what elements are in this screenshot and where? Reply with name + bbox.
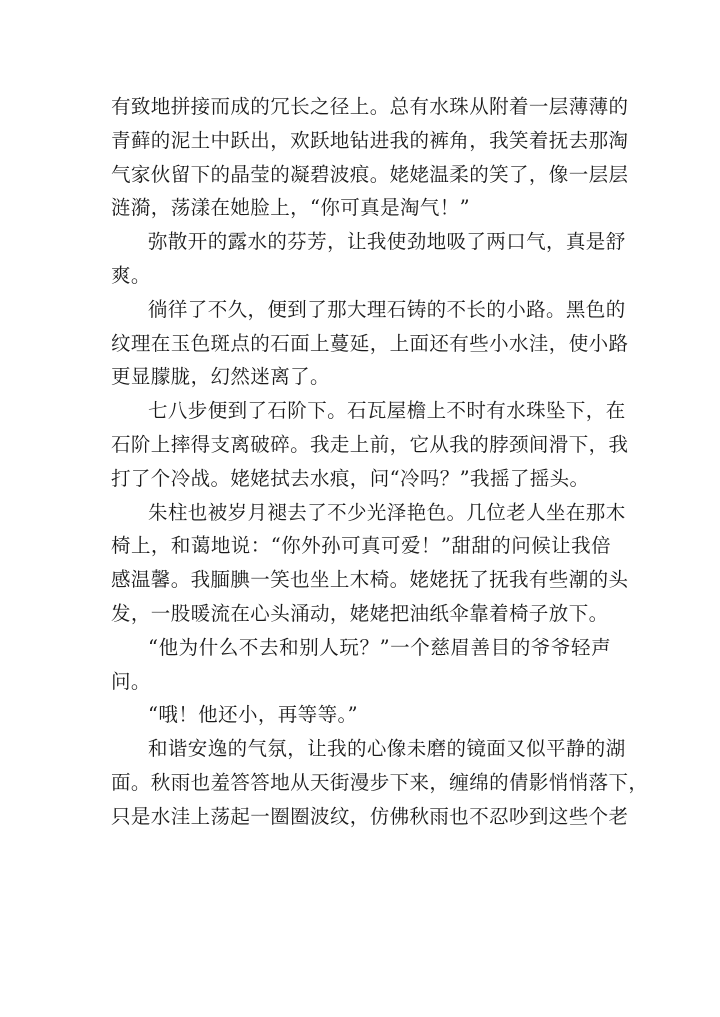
text-line: 青藓的泥土中跃出，欢跃地钻进我的裤角，我笑着抚去那淘 [111,128,629,152]
text-line: 石阶上摔得支离破碎。我走上前，它从我的脖颈间滑下，我 [111,432,629,456]
text-line: 爽。 [111,263,151,287]
text-line: 弥散开的露水的芬芳，让我使劲地吸了两口气，真是舒 [148,230,626,254]
text-line: 纹理在玉色斑点的石面上蔓延，上面还有些小水洼，使小路 [111,331,629,355]
text-line: 椅上，和蔼地说：“你外孙可真可爱！”甜甜的问候让我倍 [111,534,611,558]
text-line: 涟漪，荡漾在她脸上，“你可真是淘气！” [111,196,471,220]
text-line: 打了个冷战。姥姥拭去水痕，问“冷吗？”我摇了摇头。 [111,466,590,490]
text-line: 更显朦胧，幻然迷离了。 [111,365,330,389]
text-line: 徜徉了不久，便到了那大理石铸的不长的小路。黑色的 [148,297,626,321]
text-line: 问。 [111,669,151,693]
text-line: “他为什么不去和别人玩？”一个慈眉善目的爷爷轻声 [148,635,611,659]
text-line: 面。秋雨也羞答答地从天街漫步下来，缠绵的倩影悄悄落下， [111,770,649,794]
text-line: 气家伙留下的晶莹的凝碧波痕。姥姥温柔的笑了，像一层层 [111,162,629,186]
body-text [111,90,649,834]
text-line: 和谐安逸的气氛，让我的心像未磨的镜面又似平静的湖 [148,737,626,761]
text-line: “哦！他还小，再等等。” [148,703,358,727]
text-line: 发，一股暖流在心头涌动，姥姥把油纸伞靠着椅子放下。 [111,601,609,625]
text-line: 有致地拼接而成的冗长之径上。总有水珠从附着一层薄薄的 [111,95,629,118]
text-line: 七八步便到了石阶下。石瓦屋檐上不时有水珠坠下，在 [148,399,626,423]
text-line: 感温馨。我腼腆一笑也坐上木椅。姥姥抚了抚我有些潮的头 [111,568,629,592]
text-line: 只是水洼上荡起一圈圈波纹，仿佛秋雨也不忍吵到这些个老 [111,804,629,828]
text-line: 朱柱也被岁月褪去了不少光泽艳色。几位老人坐在那木 [148,500,626,524]
